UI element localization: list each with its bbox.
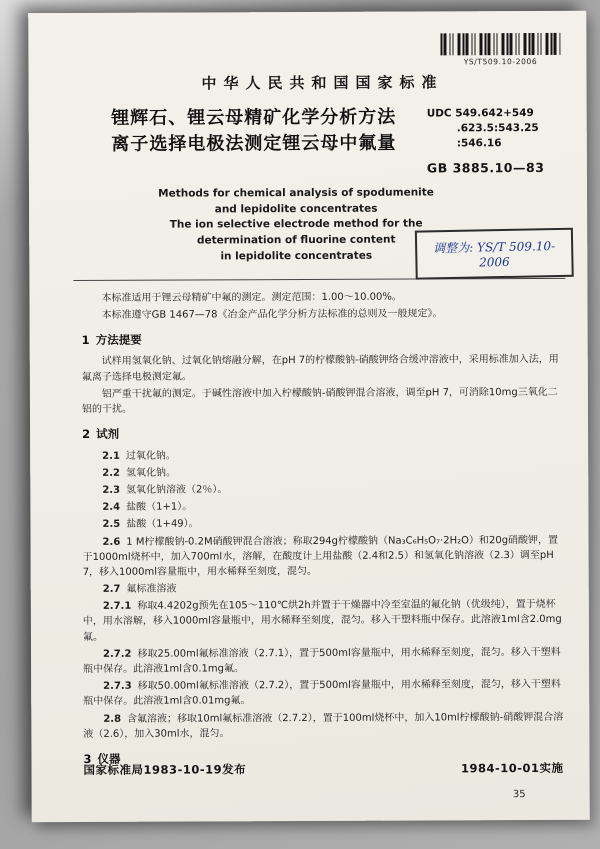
english-title-line: determination of fluorine content — [196, 233, 396, 247]
page-number: 35 — [512, 789, 526, 801]
barcode-label: YS/T509.10-2006 — [463, 57, 538, 67]
paragraph-text: 试样用氢氧化钠、过氧化钠熔融分解，在pH 7的柠檬酸钠-硝酸钾络合缓冲溶液中，采用标准加入法，用氟离子选择电极测定氟。 — [81, 354, 559, 383]
clause-number: 2.7.1 — [102, 601, 132, 613]
paragraph-text: 移取25.00ml氟标准溶液（2.7.1），置于500ml容量瓶中，用水稀释至刻度，混匀。移入干塑料瓶中保存。此溶液1ml含0.1mg氟。 — [83, 646, 561, 676]
clause-number: 2.7.2 — [103, 648, 132, 660]
section-heading — [82, 424, 566, 444]
paragraph-text: 氢氧化钠溶液（2％）。 — [126, 484, 228, 496]
clause-number: 3 — [83, 751, 92, 766]
paragraph — [82, 481, 566, 498]
clause-number: 2.8 — [103, 713, 122, 725]
clause-number: 2.3 — [102, 484, 121, 496]
paragraph-text: 试剂 — [96, 426, 120, 442]
paragraph — [81, 288, 565, 305]
implemented-date: 1984-10-01实施 — [460, 760, 564, 776]
paragraph-text: 含氟溶液；移取10ml氟标准溶液（2.7.2），置于100ml烧杯中，加入10ml柠檬酸钠-硝酸钾混合溶液（2.6），加入30ml水，混匀。 — [83, 711, 564, 740]
paragraph — [82, 385, 566, 417]
clause-number: 2.2 — [102, 467, 120, 479]
paragraph — [83, 532, 567, 580]
annotation-text: 调整为: YS/T 509.10-2006 — [433, 239, 556, 270]
paragraph — [83, 645, 567, 677]
paragraph — [82, 464, 566, 481]
paragraph — [82, 498, 566, 515]
english-title-line: and lepidolite concentrates — [214, 202, 378, 215]
paragraph-text: 过氧化钠。 — [125, 450, 176, 462]
paragraph-text: 1 M柠檬酸钠-0.2M硝酸钾混合溶液；称取294g柠檬酸钠（Na₃C₆H₅O₇·2H₂O）和20g硝酸钾，置于1000ml烧杯中，加入700ml水，溶解，在酸度计上用盐酸（2.4和2.5）和氢氧化钠溶液（2.3）调至pH 7，移入1000ml容量瓶中，用水稀释至刻度，混匀。 — [82, 534, 559, 578]
paragraph — [83, 580, 567, 597]
barcode-bars-icon — [440, 33, 560, 56]
english-title-line: Methods for chemical analysis of spodumenite — [158, 186, 434, 200]
paragraph — [82, 515, 566, 532]
udc-line-2: .623.5:543.25 — [456, 122, 539, 135]
footer-row — [84, 760, 564, 778]
udc-line-3: :546.16 — [456, 137, 502, 150]
clause-number: 2.1 — [102, 450, 120, 462]
barcode — [440, 33, 560, 67]
document-title — [81, 104, 427, 178]
paragraph — [83, 677, 567, 709]
paragraph-text: 氢氧化钠。 — [125, 467, 176, 479]
paragraph-text: 移取50.00ml氟标准溶液（2.7.2），置于500ml容量瓶中，用水稀释至刻度，混匀，移入干塑料瓶中保存。此溶液1ml含0.01mg氟。 — [83, 679, 561, 708]
paragraph-text: 仪器 — [97, 751, 121, 766]
paragraph-text: 本标准遵守GB 1467—78《冶金产品化学分析方法标准的总则及一般规定》。 — [101, 308, 443, 321]
english-title-line: The ion selective electrode method for the — [169, 217, 423, 231]
page-content — [28, 11, 590, 822]
document-page — [28, 11, 590, 822]
paragraph-text: 盐酸（1+49）。 — [126, 518, 199, 531]
title-line-1: 锂辉石、锂云母精矿化学分析方法 — [111, 106, 397, 129]
title-line-2: 离子选择电极法测定锂云母中氟量 — [111, 132, 397, 155]
clause-number: 1 — [81, 332, 90, 347]
clause-number: 2.7 — [102, 583, 121, 595]
clause-number: 2.4 — [102, 501, 121, 514]
clause-number: 2.5 — [102, 519, 121, 531]
standard-org-title: 中华人民共和国国家标准 — [201, 73, 444, 93]
paragraph-text: 方法提要 — [95, 332, 142, 347]
paragraph — [82, 306, 566, 323]
paragraph-text: 氟标准溶液 — [126, 583, 177, 595]
udc-block — [427, 104, 565, 177]
paragraph — [83, 709, 567, 741]
paragraph-text: 称取4.4202g预先在105～110℃烘2h并置于干燥器中冷至室温的氟化钠（优级纯），置于烧杯中，用水溶解，移入1000ml容量瓶中，用水稀释至刻度，混匀。移入干塑料瓶中保存。此溶液1ml含2.0mg氟。 — [82, 599, 562, 643]
standard-number: GB 3885.10—83 — [426, 159, 545, 176]
paragraph — [83, 597, 567, 645]
english-title-line: in lepidolite concentrates — [220, 249, 373, 263]
paragraph — [82, 446, 566, 463]
paragraph-text: 本标准适用于锂云母精矿中氟的测定。测定范围：1.00～10.00%。 — [101, 291, 402, 304]
issued-date: 国家标准局1983-10-19发布 — [83, 762, 247, 777]
clause-number: 2.6 — [102, 536, 121, 548]
handwritten-annotation-stamp — [415, 228, 574, 280]
document-body — [81, 288, 567, 768]
title-row — [81, 104, 565, 179]
section-heading — [82, 330, 566, 350]
paragraph — [82, 352, 566, 384]
clause-number: 2.7.3 — [103, 680, 132, 693]
clause-number: 2 — [82, 427, 91, 442]
udc-line-1: UDC 549.642+549 — [426, 107, 534, 120]
paragraph-text: 盐酸（1+1）。 — [126, 501, 193, 513]
paragraph-text: 铝严重干扰氟的测定。于碱性溶液中加入柠檬酸钠-硝酸钾混合溶液，调至pH 7，可消除10mg三氧化二铝的干扰。 — [81, 386, 558, 415]
